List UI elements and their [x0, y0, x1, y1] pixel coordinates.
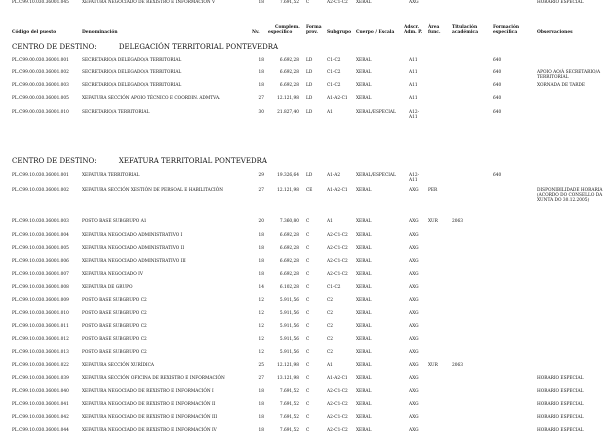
cell-subgrupo: A1-A2-C1 [327, 96, 348, 101]
section-heading [12, 157, 267, 165]
cell-denominacion: XEFATURA NEGOCIADO ADMINISTRATIVO III [82, 259, 186, 264]
cell-observaciones: HORARIO ESPECIAL [537, 389, 584, 394]
cell-cuerpo: XERAL [356, 428, 372, 433]
cell-forma: LD [306, 83, 313, 88]
cell-subgrupo: A1 [327, 110, 333, 115]
cell-subgrupo: A2-C1-C2 [327, 259, 348, 264]
cell-subgrupo: A2-C1-C2 [327, 246, 348, 251]
cell-codigo: PL.C99.10.030.36001.041 [12, 402, 69, 407]
cell-adscripcion: AXG [409, 246, 419, 251]
cell-codigo: PL.C99.10.030.36001.005 [12, 246, 69, 251]
cell-codigo: PL.C99.10.030.36001.011 [12, 324, 69, 329]
cell-adscripcion: A12-A11 [409, 173, 420, 184]
cell-complemento: 12.121,98 [277, 96, 299, 101]
cell-codigo: PL.C99.10.030.36001.002 [12, 188, 69, 193]
cell-formacion: 640 [493, 110, 502, 115]
header-codigo: Código del puesto [12, 30, 57, 35]
cell-subgrupo: C2 [327, 337, 334, 342]
cell-nivel: 14 [258, 285, 264, 290]
cell-codigo: PL.C99.00.030.36001.001 [12, 58, 69, 63]
cell-adscripcion: AXG [409, 233, 419, 238]
cell-nivel: 12 [258, 311, 264, 316]
cell-denominacion: XEFATURA NEGOCIADO DE REXISTRO E INFORMACIÓN V [82, 0, 216, 5]
cell-subgrupo: C1-C2 [327, 83, 341, 88]
cell-subgrupo: A2-C1-C2 [327, 402, 348, 407]
cell-forma: C [306, 389, 310, 394]
cell-denominacion: POSTO BASE SUBGRUPO C2 [82, 337, 147, 342]
cell-cuerpo: XERAL [356, 415, 372, 420]
cell-codigo: PL.C99.10.030.36001.044 [12, 428, 69, 433]
cell-adscripcion: AXG [409, 311, 419, 316]
cell-codigo: PL.C99.10.030.36001.039 [12, 376, 69, 381]
cell-cuerpo: XERAL [356, 246, 372, 251]
cell-complemento: 7.691,52 [279, 428, 299, 433]
cell-subgrupo: A1-A2 [327, 173, 341, 178]
cell-adscripcion: AXG [409, 298, 419, 303]
cell-observaciones: DISPONIBILIDADE HORARIA (ACORDO DO CONSELLO DA XUNTA DO 30.12.2005) [537, 188, 603, 204]
cell-nivel: 18 [258, 83, 264, 88]
cell-formacion: 640 [493, 58, 502, 63]
cell-denominacion: POSTO BASE SUBGRUPO C2 [82, 324, 147, 329]
cell-denominacion: XEFATURA SECCIÓN OFICINA DE REXISTRO E INFORMACIÓN [82, 376, 225, 381]
cell-adscripcion: AXG [409, 188, 419, 193]
cell-area: XUR [428, 219, 438, 224]
cell-titulacion: 2063 [452, 219, 463, 224]
cell-subgrupo: A2-C1-C2 [327, 0, 348, 5]
cell-formacion: 640 [493, 70, 502, 75]
cell-adscripcion: AXG [409, 389, 419, 394]
cell-cuerpo: XERAL [356, 233, 372, 238]
cell-forma: LD [306, 58, 313, 63]
cell-forma: LD [306, 96, 313, 101]
cell-nivel: 18 [258, 233, 264, 238]
cell-subgrupo: A1 [327, 219, 333, 224]
cell-nivel: 12 [258, 337, 264, 342]
cell-cuerpo: XERAL [356, 272, 372, 277]
cell-codigo: PL.C99.10.030.36001.045 [12, 0, 69, 5]
cell-forma: C [306, 272, 310, 277]
cell-denominacion: XEFATURA NEGOCIADO DE REXISTRO E INFORMACIÓN II [82, 402, 216, 407]
cell-denominacion: POSTO BASE SUBGRUPO C2 [82, 350, 147, 355]
cell-nivel: 18 [258, 259, 264, 264]
cell-forma: C [306, 285, 310, 290]
cell-subgrupo: C1-C2 [327, 70, 341, 75]
cell-denominacion: XEFATURA SECCIÓN APOIO TÉCNICO E COORDIN. ADMTVA. [82, 96, 221, 101]
cell-denominacion: XEFATURA NEGOCIADO ADMINISTRATIVO I [82, 233, 183, 238]
cell-complemento: 7.691,52 [279, 415, 299, 420]
cell-forma: C [306, 0, 310, 5]
header-complemento-1: Complem. [275, 25, 300, 30]
cell-adscripcion: AXG [409, 337, 419, 342]
cell-cuerpo: XERAL [356, 70, 372, 75]
cell-observaciones: HORARIO ESPECIAL [537, 376, 584, 381]
cell-forma: C [306, 219, 310, 224]
cell-complemento: 6.692,28 [279, 83, 299, 88]
cell-adscripcion: A11 [409, 58, 418, 63]
cell-forma: CE [306, 188, 313, 193]
cell-denominacion: SECRETARIO/A TERRITORIAL [82, 110, 150, 115]
header-titulacion-1: Titulación [452, 25, 478, 30]
cell-denominacion: XEFATURA NEGOCIADO DE REXISTRO E INFORMACIÓN IV [82, 428, 217, 433]
cell-cuerpo: XERAL [356, 402, 372, 407]
cell-adscripcion: AXG [409, 259, 419, 264]
cell-forma: C [306, 324, 310, 329]
cell-cuerpo: XERAL [356, 83, 372, 88]
cell-complemento: 7.360,80 [279, 219, 299, 224]
cell-subgrupo: C2 [327, 298, 334, 303]
cell-codigo: PL.C99.10.030.36001.001 [12, 173, 69, 178]
cell-denominacion: XEFATURA DE GRUPO [82, 285, 133, 290]
cell-forma: LD [306, 173, 313, 178]
cell-denominacion: SECRETARIO/A DELEGADO/A TERRITORIAL [82, 70, 182, 75]
cell-complemento: 6.692,28 [279, 246, 299, 251]
cell-cuerpo: XERAL [356, 285, 372, 290]
cell-codigo: PL.C99.10.030.36001.012 [12, 337, 69, 342]
cell-codigo: PL.C99.10.030.36001.040 [12, 389, 69, 394]
cell-adscripcion: AXG [409, 324, 419, 329]
header-observaciones: Observaciones [537, 30, 573, 35]
cell-adscripcion: AXG [409, 402, 419, 407]
header-adscripcion-2: Adm. P. [404, 30, 423, 35]
cell-nivel: 27 [258, 96, 264, 101]
cell-codigo: PL.C99.10.030.36001.004 [12, 233, 69, 238]
cell-nivel: 18 [258, 428, 264, 433]
header-forma-1: Forma [306, 25, 322, 30]
cell-adscripcion: AXG [409, 415, 419, 420]
cell-denominacion: XEFATURA SECCIÓN XURÍDICA [82, 363, 155, 368]
cell-denominacion: XEFATURA NEGOCIADO ADMINISTRATIVO II [82, 246, 185, 251]
cell-complemento: 6.692,28 [279, 70, 299, 75]
cell-subgrupo: C2 [327, 324, 334, 329]
cell-cuerpo: XERAL [356, 259, 372, 264]
cell-complemento: 5.911,56 [279, 350, 299, 355]
section-label: CENTRO DE DESTINO: [12, 157, 97, 165]
cell-subgrupo: A2-C1-C2 [327, 272, 348, 277]
cell-complemento: 5.911,56 [279, 311, 299, 316]
cell-complemento: 6.102,28 [279, 285, 299, 290]
cell-observaciones: HORARIO ESPECIAL [537, 428, 584, 433]
cell-adscripcion: A11 [409, 96, 418, 101]
cell-codigo: PL.C99.00.030.36001.003 [12, 83, 69, 88]
cell-adscripcion: A11 [409, 83, 418, 88]
section-label: CENTRO DE DESTINO: [12, 43, 97, 51]
cell-observaciones: HORARIO ESPECIAL [537, 0, 584, 5]
cell-formacion: 640 [493, 173, 502, 178]
header-formacion-2: específica [493, 30, 518, 35]
cell-forma: C [306, 402, 310, 407]
cell-cuerpo: XERAL [356, 311, 372, 316]
cell-adscripcion: AXG [409, 219, 419, 224]
cell-observaciones: HORARIO ESPECIAL [537, 402, 584, 407]
cell-nivel: 30 [258, 110, 264, 115]
cell-adscripcion: A12-A11 [409, 110, 420, 121]
cell-complemento: 6.692,28 [279, 272, 299, 277]
cell-nivel: 18 [258, 272, 264, 277]
header-area-2: func. [428, 30, 441, 35]
cell-nivel: 25 [258, 363, 264, 368]
cell-observaciones: HORARIO ESPECIAL [537, 415, 584, 420]
cell-complemento: 12.121,98 [277, 188, 299, 193]
cell-complemento: 5.911,56 [279, 298, 299, 303]
cell-area: PER [428, 188, 438, 193]
cell-cuerpo: XERAL [356, 188, 372, 193]
cell-subgrupo: A1-A2-C1 [327, 376, 348, 381]
cell-titulacion: 2063 [452, 363, 463, 368]
cell-observaciones: XORNADA DE TARDE [537, 83, 586, 88]
cell-codigo: PL.C99.00.030.36001.002 [12, 70, 69, 75]
section-heading [12, 43, 278, 51]
cell-complemento: 5.911,56 [279, 337, 299, 342]
cell-area: XUR [428, 363, 438, 368]
header-formacion-1: Formación [493, 25, 520, 30]
cell-forma: C [306, 337, 310, 342]
cell-codigo: PL.C99.10.030.36001.042 [12, 415, 69, 420]
cell-denominacion: SECRETARIO/A DELEGADO/A TERRITORIAL [82, 58, 182, 63]
cell-cuerpo: XERAL [356, 389, 372, 394]
cell-forma: LD [306, 70, 313, 75]
cell-nivel: 18 [258, 70, 264, 75]
cell-codigo: PL.C99.10.030.36001.008 [12, 285, 69, 290]
cell-complemento: 5.911,56 [279, 324, 299, 329]
cell-cuerpo: XERAL [356, 363, 372, 368]
cell-subgrupo: A1-A2-C1 [327, 188, 348, 193]
cell-subgrupo: A2-C1-C2 [327, 415, 348, 420]
cell-nivel: 18 [258, 0, 264, 5]
cell-adscripcion: AXG [409, 350, 419, 355]
cell-nivel: 20 [258, 219, 264, 224]
cell-denominacion: XEFATURA NEGOCIADO DE REXISTRO E INFORMACIÓN III [82, 415, 218, 420]
cell-forma: C [306, 311, 310, 316]
cell-subgrupo: A2-C1-C2 [327, 428, 348, 433]
cell-adscripcion: AXG [409, 285, 419, 290]
cell-nivel: 18 [258, 58, 264, 63]
cell-subgrupo: C2 [327, 350, 334, 355]
cell-denominacion: XEFATURA NEGOCIADO IV [82, 272, 143, 277]
cell-complemento: 13.121,98 [277, 376, 299, 381]
header-nivel: Nv. [252, 30, 260, 35]
cell-codigo: PL.C99.10.030.36001.007 [12, 272, 69, 277]
cell-adscripcion: AXG [409, 376, 419, 381]
cell-observaciones: APOIO AO/Á SECRETARIO/A TERRITORIAL [537, 70, 601, 81]
header-titulacion-2: académica [452, 30, 479, 35]
cell-forma: C [306, 415, 310, 420]
cell-complemento: 7.691,52 [279, 0, 299, 5]
header-forma-2: prov. [306, 30, 318, 35]
cell-complemento: 7.691,52 [279, 402, 299, 407]
cell-cuerpo: XERAL/ESPECIAL [356, 110, 396, 115]
cell-forma: LD [306, 110, 313, 115]
header-area-1: Área [428, 25, 440, 30]
cell-formacion: 640 [493, 96, 502, 101]
cell-denominacion: XEFATURA SECCIÓN XESTIÓN DE PERSOAL E HABILITACIÓN [82, 188, 223, 193]
cell-nivel: 29 [258, 173, 264, 178]
header-adscripcion-1: Adscr. [404, 25, 420, 30]
cell-formacion: 640 [493, 83, 502, 88]
cell-cuerpo: XERAL [356, 350, 372, 355]
cell-nivel: 27 [258, 376, 264, 381]
cell-codigo: PL.C99.10.030.36001.009 [12, 298, 69, 303]
cell-denominacion: POSTO BASE SUBGRUPO C2 [82, 311, 147, 316]
cell-nivel: 18 [258, 402, 264, 407]
cell-forma: C [306, 428, 310, 433]
cell-denominacion: XEFATURA NEGOCIADO DE REXISTRO E INFORMACIÓN I [82, 389, 214, 394]
cell-complemento: 21.827,40 [277, 110, 299, 115]
cell-nivel: 12 [258, 324, 264, 329]
cell-complemento: 19.326,64 [277, 173, 299, 178]
cell-forma: C [306, 363, 310, 368]
header-cuerpo: Cuerpo / Escala [356, 30, 395, 35]
cell-adscripcion: AXG [409, 428, 419, 433]
cell-forma: C [306, 259, 310, 264]
cell-forma: C [306, 350, 310, 355]
cell-cuerpo: XERAL [356, 337, 372, 342]
cell-subgrupo: A2-C1-C2 [327, 389, 348, 394]
cell-cuerpo: XERAL [356, 0, 372, 5]
cell-nivel: 18 [258, 389, 264, 394]
cell-forma: C [306, 298, 310, 303]
cell-codigo: PL.C99.10.030.36001.010 [12, 311, 69, 316]
section-name: DELEGACIÓN TERRITORIAL PONTEVEDRA [118, 43, 279, 51]
cell-forma: C [306, 246, 310, 251]
cell-denominacion: SECRETARIO/A DELEGADO/A TERRITORIAL [82, 83, 182, 88]
cell-cuerpo: XERAL [356, 324, 372, 329]
cell-complemento: 12.121,98 [277, 363, 299, 368]
cell-cuerpo: XERAL [356, 298, 372, 303]
cell-codigo: PL.C99.10.030.36001.022 [12, 363, 69, 368]
cell-adscripcion: AXG [409, 272, 419, 277]
cell-cuerpo: XERAL [356, 376, 372, 381]
cell-nivel: 12 [258, 298, 264, 303]
header-denominacion: Denominación [82, 30, 118, 35]
cell-denominacion: POSTO BASE SUBGRUPO A1 [82, 219, 147, 224]
cell-adscripcion: AXG [409, 363, 419, 368]
cell-nivel: 18 [258, 246, 264, 251]
cell-subgrupo: C1-C2 [327, 285, 341, 290]
cell-subgrupo: A1 [327, 363, 333, 368]
cell-cuerpo: XERAL [356, 58, 372, 63]
cell-cuerpo: XERAL [356, 219, 372, 224]
cell-nivel: 18 [258, 415, 264, 420]
cell-forma: C [306, 233, 310, 238]
section-name: XEFATURA TERRITORIAL PONTEVEDRA [118, 157, 267, 165]
cell-complemento: 6.692,28 [279, 58, 299, 63]
cell-complemento: 6.692,28 [279, 233, 299, 238]
cell-codigo: PL.C99.10.030.36001.013 [12, 350, 69, 355]
cell-forma: C [306, 376, 310, 381]
cell-denominacion: POSTO BASE SUBGRUPO C2 [82, 298, 147, 303]
cell-adscripcion: A11 [409, 70, 418, 75]
cell-codigo: PL.C99.00.030.36001.010 [12, 110, 69, 115]
header-subgrupo: Subgrupo [327, 30, 352, 35]
cell-subgrupo: A2-C1-C2 [327, 233, 348, 238]
cell-codigo: PL.C99.10.030.36001.006 [12, 259, 69, 264]
cell-cuerpo: XERAL/ESPECIAL [356, 173, 396, 178]
cell-adscripcion: AXG [409, 0, 419, 5]
cell-subgrupo: C1-C2 [327, 58, 341, 63]
cell-nivel: 27 [258, 188, 264, 193]
cell-codigo: PL.C99.10.030.36001.003 [12, 219, 69, 224]
cell-complemento: 6.692,28 [279, 259, 299, 264]
cell-cuerpo: XERAL [356, 96, 372, 101]
cell-complemento: 7.691,52 [279, 389, 299, 394]
header-complemento-2: específico [268, 30, 293, 35]
cell-codigo: PL.C99.00.030.36001.005 [12, 96, 69, 101]
cell-nivel: 12 [258, 350, 264, 355]
cell-denominacion: XEFATURA TERRITORIAL [82, 173, 140, 178]
cell-subgrupo: C2 [327, 311, 334, 316]
